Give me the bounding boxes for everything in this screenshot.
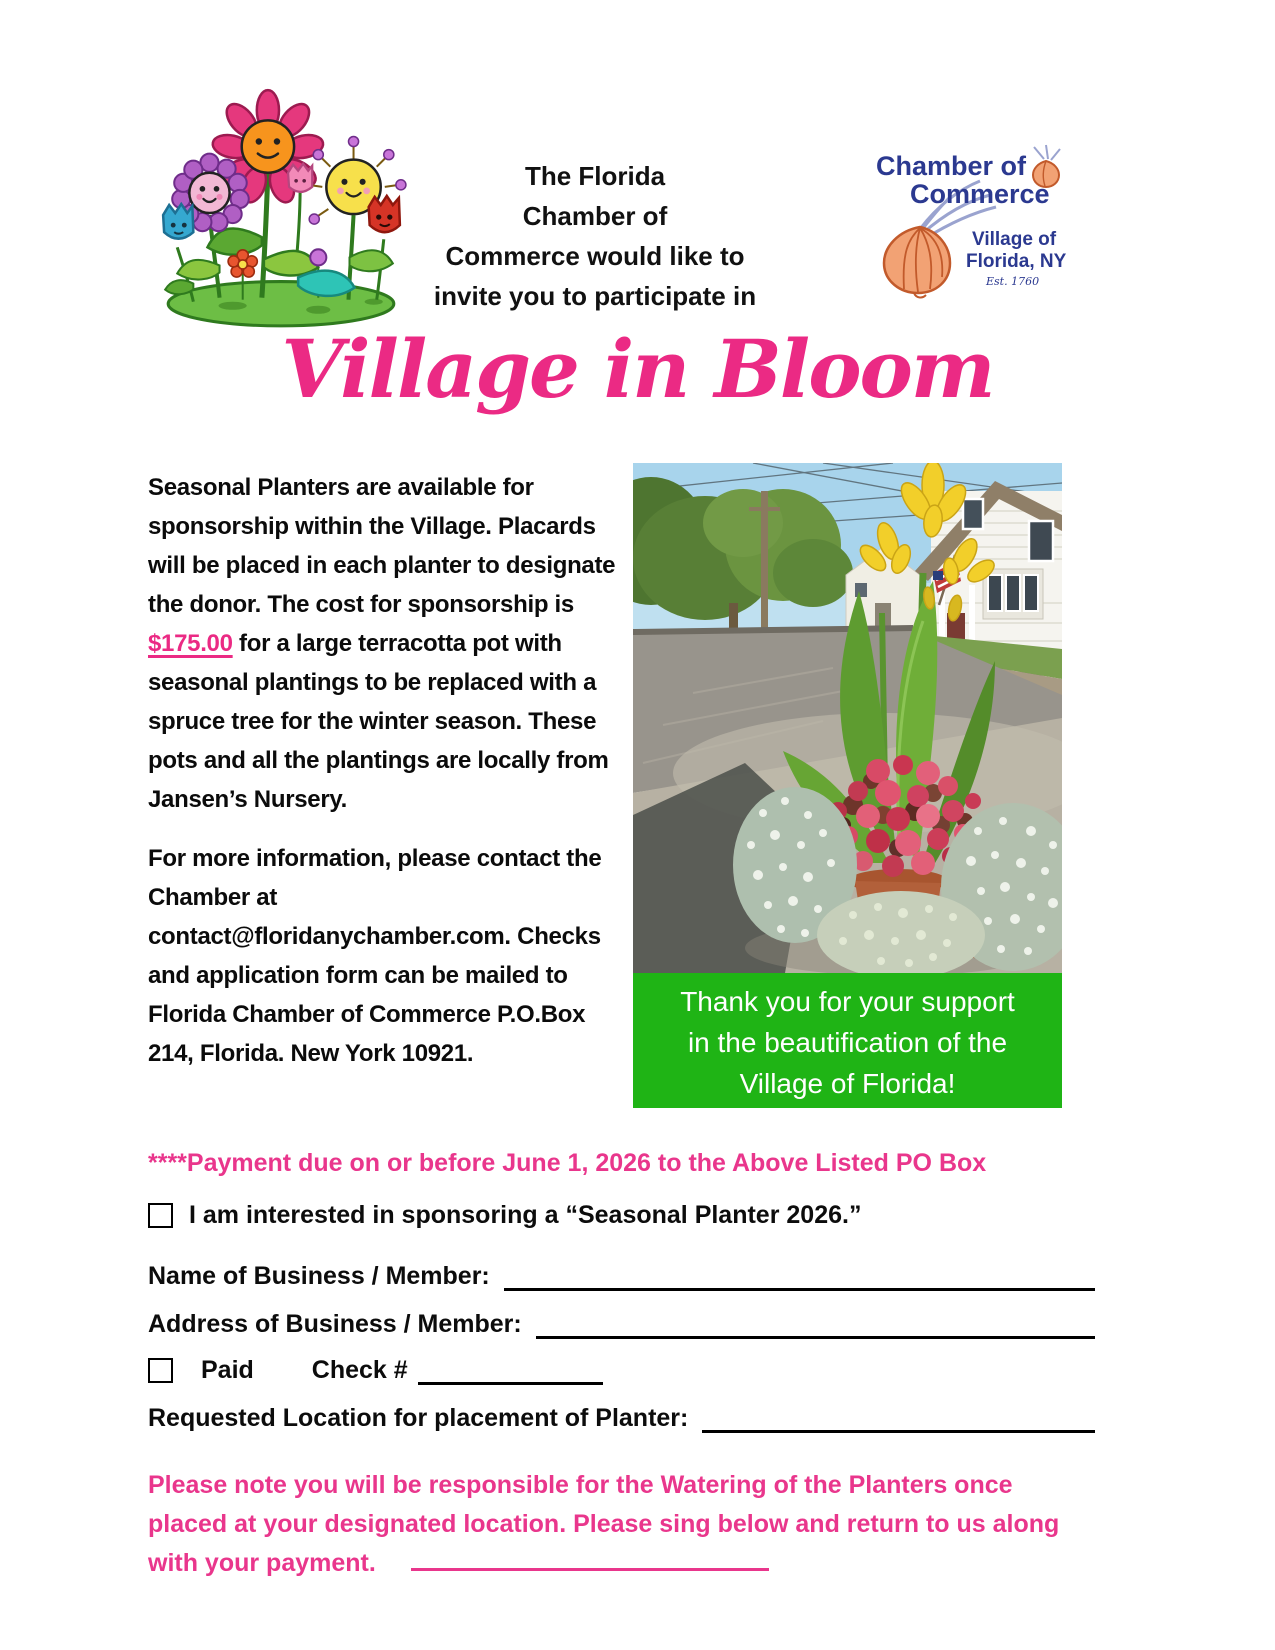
payment-due-note: ****Payment due on or before June 1, 2026 to the Above Listed PO Box <box>148 1149 987 1177</box>
chamber-logo <box>868 143 1072 301</box>
flowers-illustration <box>147 86 415 328</box>
onion-icon <box>884 227 950 297</box>
logo-text-village-of: Village of <box>972 229 1057 250</box>
blue-tulip <box>163 204 193 239</box>
paragraph-sponsorship <box>148 468 616 819</box>
invite-line: The Florida <box>524 161 666 191</box>
sponsorship-text-cont: for a large terracotta pot with seasonal plantings to be replaced with a spruce tree for the winter season. These pots and all the plantings are locally from Jansen’s Nursery. <box>148 630 609 813</box>
invite-line: Commerce would like to <box>445 241 745 271</box>
invite-line: Chamber of <box>522 201 668 231</box>
sponsorship-text: Seasonal Planters are available for sponsorship within the Village. Placards will be placed in each planter to designate the donor. The cost for sponsorship is <box>148 474 616 618</box>
logo-text-chamber-of: Chamber of <box>876 151 1027 181</box>
paragraph-contact: For more information, please contact the Chamber at contact@floridanychamber.com. Checks and application form can be mailed to Florida Chamber of Commerce P.O.Box 214, Florida. New York 10921. <box>148 845 602 1067</box>
invite-text <box>393 156 797 316</box>
interest-checkbox[interactable] <box>148 1203 173 1228</box>
logo-text-est: Est. 1760 <box>986 275 1040 288</box>
paid-label: Paid <box>201 1356 254 1384</box>
caption-line: Village of Florida! <box>739 1068 956 1099</box>
page-title: Village in Bloom <box>281 322 994 416</box>
caption-line: in the beautification of the <box>687 1027 1008 1058</box>
interest-row <box>148 1201 861 1230</box>
name-label: Name of Business / Member: <box>148 1262 490 1290</box>
name-row <box>148 1258 1095 1291</box>
address-input-line[interactable] <box>536 1306 1095 1339</box>
purple-puff-flower <box>310 249 326 265</box>
signature-line[interactable] <box>411 1548 769 1571</box>
check-number-input-line[interactable] <box>418 1356 603 1385</box>
price-text: $175.00 <box>148 630 233 657</box>
location-label: Requested Location for placement of Planter: <box>148 1404 689 1432</box>
logo-text-florida-ny: Florida, NY <box>966 251 1067 272</box>
thank-you-banner <box>633 973 1062 1108</box>
logo-text-commerce: Commerce <box>910 179 1050 209</box>
paid-checkbox[interactable] <box>148 1358 173 1383</box>
planter-photo <box>633 463 1062 973</box>
check-number-label: Check # <box>311 1356 408 1384</box>
invite-line: invite you to participate in <box>433 281 757 311</box>
utility-pole <box>761 491 768 636</box>
watering-note <box>148 1466 1086 1583</box>
location-input-line[interactable] <box>702 1400 1095 1433</box>
location-row <box>148 1400 1095 1433</box>
body-text <box>148 468 616 1093</box>
caption-line: Thank you for your support <box>680 986 1015 1017</box>
address-row <box>148 1306 1095 1339</box>
paid-row <box>148 1356 768 1385</box>
watering-note-text: Please note you will be responsible for the Watering of the Planters once placed at your designated location. Please sing below and return to us along with your payment. <box>148 1471 1060 1577</box>
name-input-line[interactable] <box>504 1258 1095 1291</box>
interest-label: I am interested in sponsoring a “Seasonal Planter 2026.” <box>189 1201 862 1229</box>
address-label: Address of Business / Member: <box>148 1310 522 1338</box>
